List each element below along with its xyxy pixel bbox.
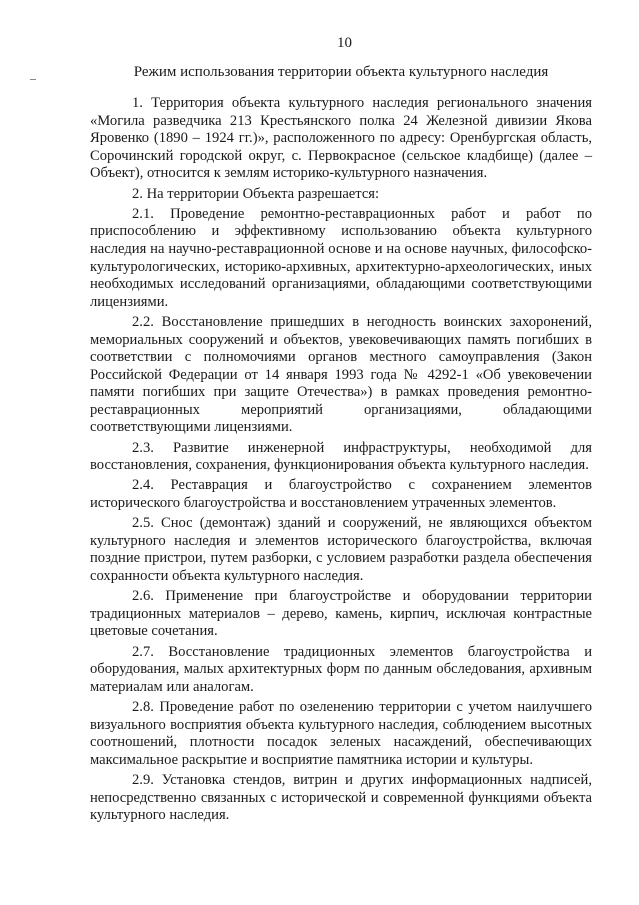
paragraph-2-7: 2.7. Восстановление традиционных элементов благоустройства и оборудования, малых архитектурных форм по данным обследования, архивным материалам или аналогам. <box>90 643 592 695</box>
paragraph-2-8: 2.8. Проведение работ по озеленению территории с учетом наилучшего визуального восприятия объекта культурного наследия, соблюдением высотных соотношений, плотности посадок зеленых насаждений, обеспечивающих максимальное раскрытие и восприятие памятника истории и культуры. <box>90 698 592 768</box>
document-title: Режим использования территории объекта культурного наследия <box>133 64 549 80</box>
margin-mark <box>30 79 36 80</box>
page-number: 10 <box>337 35 352 51</box>
paragraph-1: 1. Территория объекта культурного наследия регионального значения «Могила разведчика 213 Крестьянского полка 24 Железной дивизии Якова Яровенко (1890 – 1924 гг.)», расположенного по адресу: Оренбургская область, Сорочинский городской округ, с. Первокрасное (сельское кладбище) (далее – Объект), относится к землям историко-культурного назначения. <box>90 95 592 182</box>
paragraph-2-4: 2.4. Реставрация и благоустройство с сохранением элементов исторического благоустройства и восстановлением утраченных элементов. <box>90 477 592 512</box>
document-body <box>90 95 592 827</box>
paragraph-2-1: 2.1. Проведение ремонтно-реставрационных работ и работ по приспособлению и эффективному использованию объекта культурного наследия на научно-реставрационной основе и на основе научных, философско-культурологических, историко-архивных, архитектурно-археологических, иных необходимых исследований организациями, обладающими соответствующими лицензиями. <box>90 205 592 310</box>
paragraph-2-9: 2.9. Установка стендов, витрин и других информационных надписей, непосредственно связанных с исторической и современной функциями объекта культурного наследия. <box>90 771 592 824</box>
paragraph-2-2: 2.2. Восстановление пришедших в негодность воинских захоронений, мемориальных сооружений и объектов, увековечивающих память погибших в соответствии с полномочиями органов местного самоуправления (Закон Российской Федерации от 14 января 1993 года № 4292-1 «Об увековечении памяти погибших при защите Отечества») в рамках проведения ремонтно-реставрационных мероприятий организациями, обладающими соответствующими лицензиями. <box>90 313 592 436</box>
paragraph-2: 2. На территории Объекта разрешается: <box>132 185 380 202</box>
paragraph-2-5: 2.5. Снос (демонтаж) зданий и сооружений, не являющихся объектом культурного наследия и элементов исторического благоустройства, включая поздние пристрои, путем разборки, с условием разработки раздела обеспечения сохранности объекта культурного наследия. <box>90 515 592 584</box>
paragraph-2-6: 2.6. Применение при благоустройстве и оборудовании территории традиционных материалов – дерево, камень, кирпич, исключая контрастные цветовые сочетания. <box>90 588 592 640</box>
paragraph-2-3: 2.3. Развитие инженерной инфраструктуры, необходимой для восстановления, сохранения, функционирования объекта культурного наследия. <box>90 439 592 474</box>
